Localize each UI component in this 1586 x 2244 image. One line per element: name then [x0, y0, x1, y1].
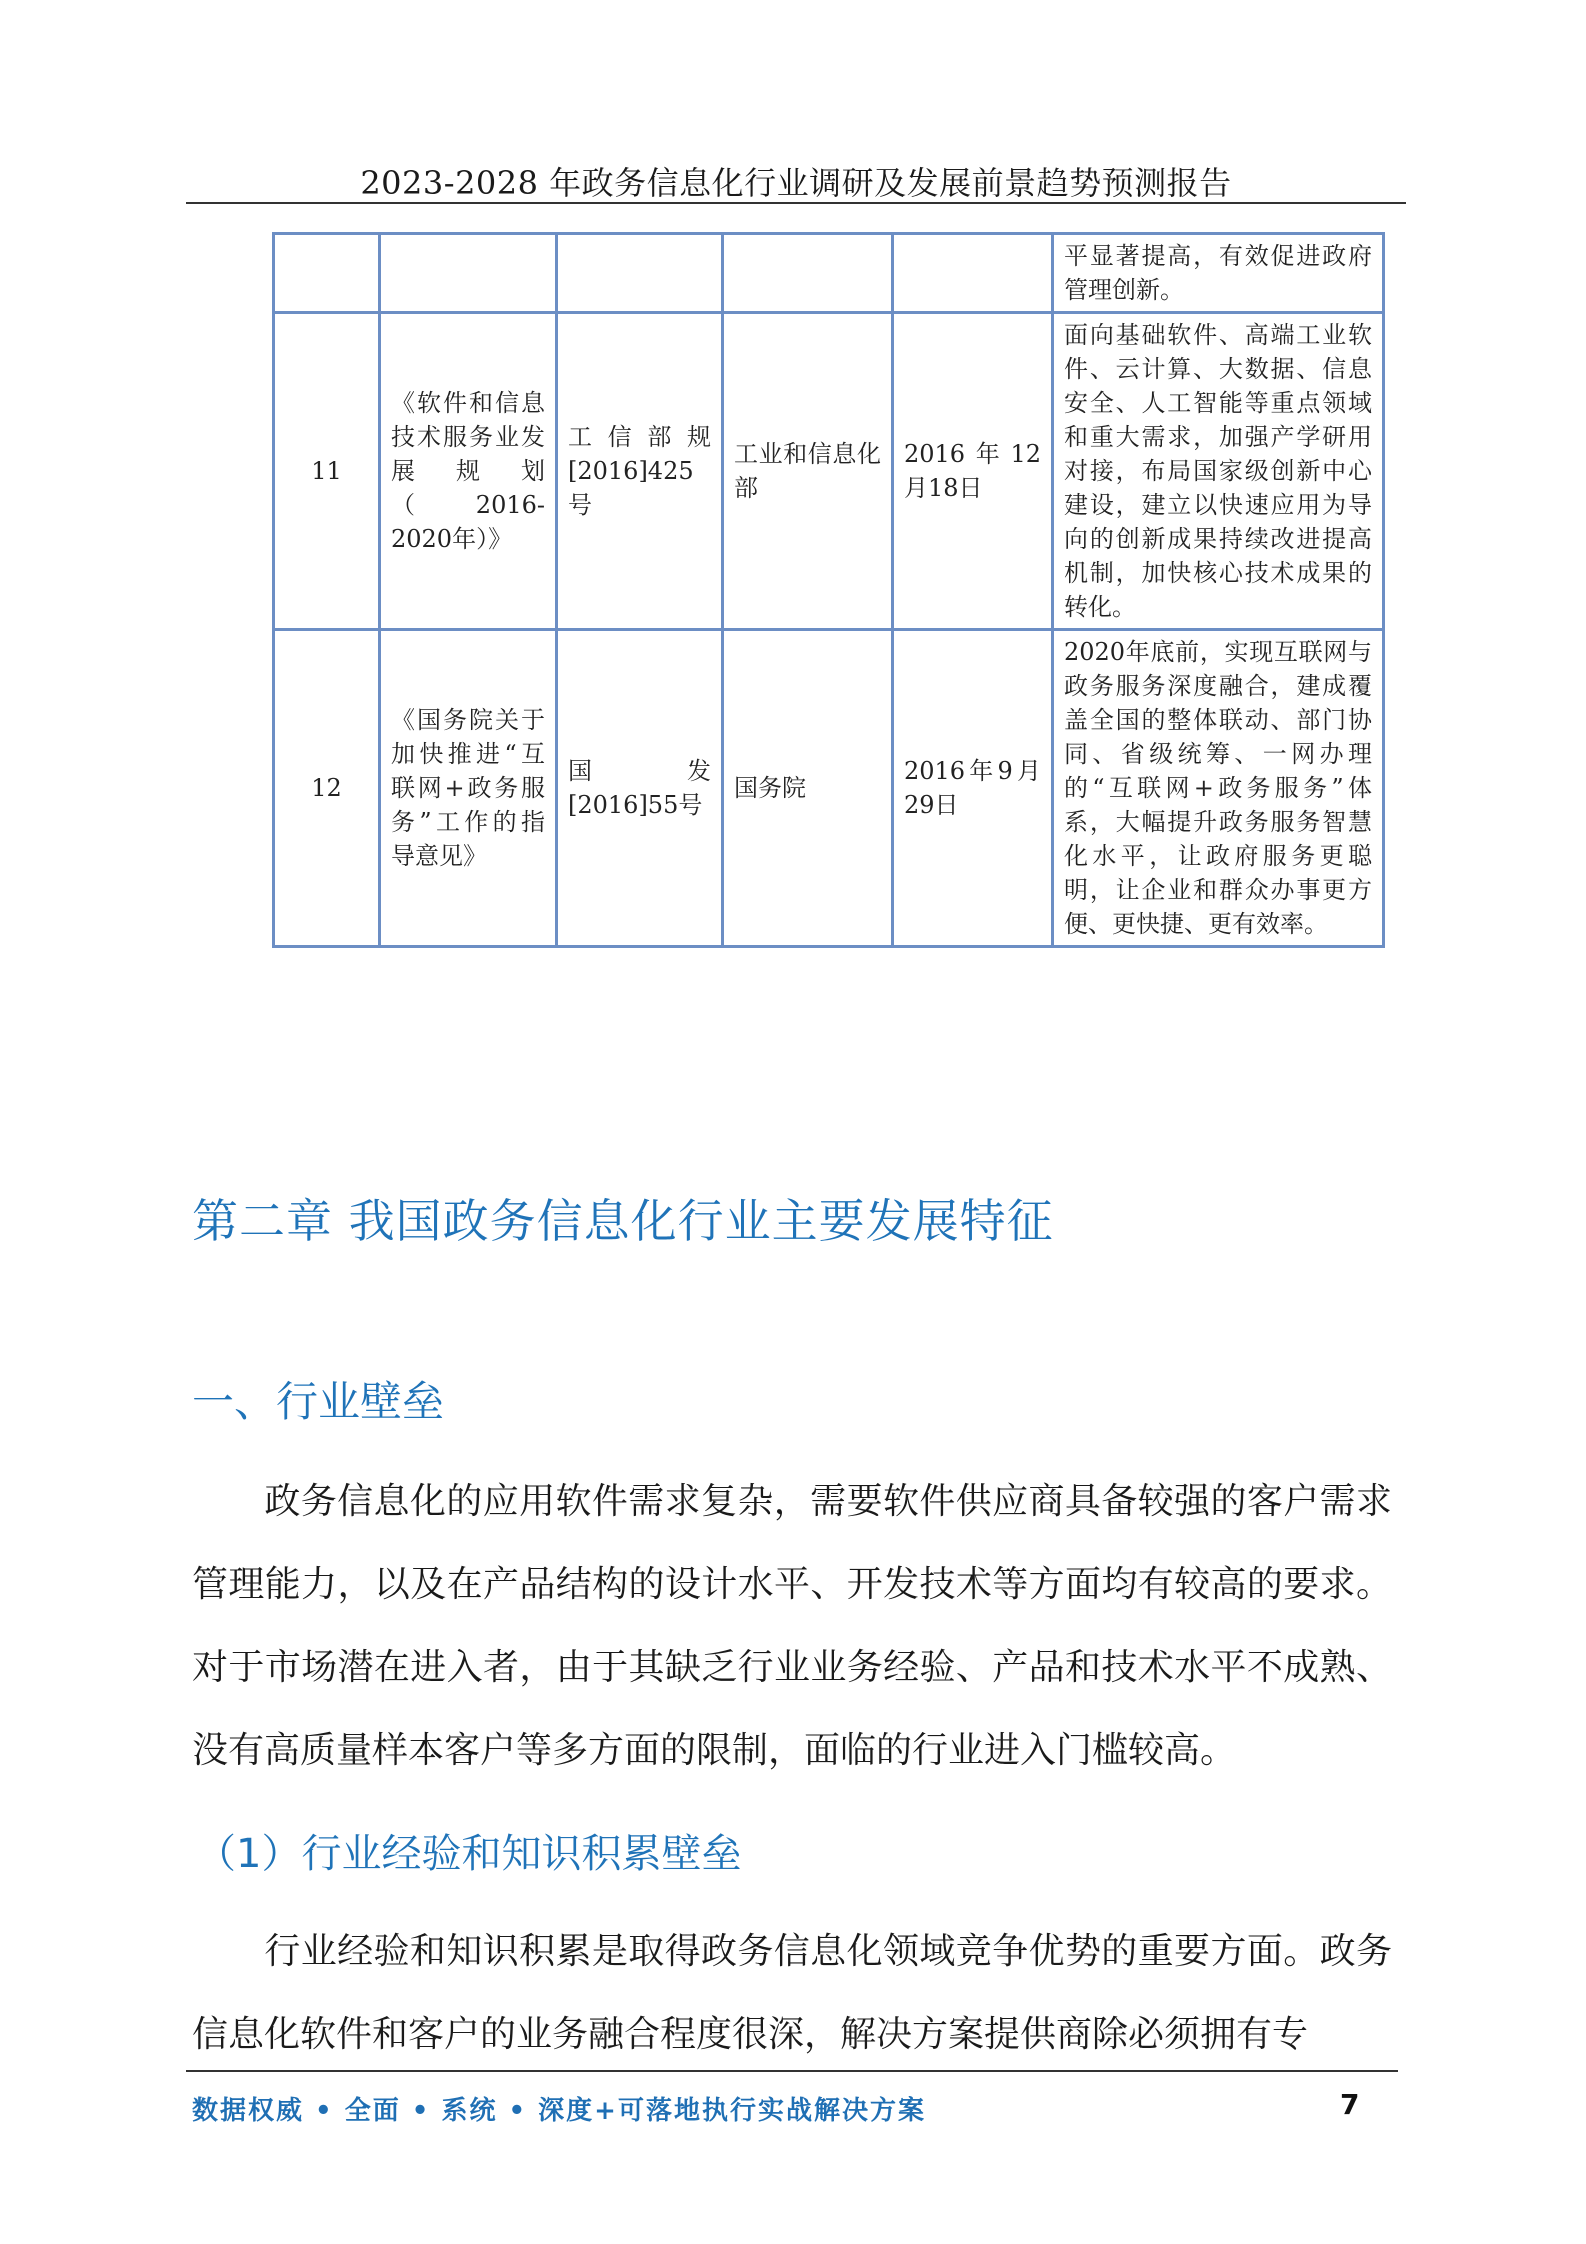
cell-content: 平显著提高，有效促进政府管理创新。 [1053, 234, 1384, 313]
policy-table [272, 232, 1385, 948]
table-row [274, 630, 1384, 947]
cell-doc [557, 234, 723, 313]
table-row [274, 313, 1384, 630]
cell-num: 11 [274, 313, 380, 630]
cell-name: 《国务院关于加快推进“互联网+政务服务”工作的指导意见》 [380, 630, 557, 947]
table-row [274, 234, 1384, 313]
footer-slogan: 数据权威 • 全面 • 系统 • 深度+可落地执行实战解决方案 [192, 2096, 926, 2126]
cell-num: 12 [274, 630, 380, 947]
cell-date [893, 234, 1053, 313]
cell-date: 2016年12月18日 [893, 313, 1053, 630]
report-title: 2023-2028 年政务信息化行业调研及发展前景趋势预测报告 [360, 164, 1232, 202]
paragraph-text: 政务信息化的应用软件需求复杂，需要软件供应商具备较强的客户需求管理能力，以及在产品结构的设计水平、开发技术等方面均有较高的要求。对于市场潜在进入者，由于其缺乏行业业务经验、产品和技术水平不成熟、没有高质量样本客户等多方面的限制，面临的行业进入门槛较高。 [192, 1481, 1392, 1771]
page-number: 7 [1340, 2088, 1360, 2121]
chapter-title: 第二章 我国政务信息化行业主要发展特征 [192, 1194, 1054, 1248]
cell-content: 面向基础软件、高端工业软件、云计算、大数据、信息安全、人工智能等重点领域和重大需求，加强产学研用对接，布局国家级创新中心建设，建立以快速应用为导向的创新成果持续改进提高机制，加快核心技术成果的转化。 [1053, 313, 1384, 630]
paragraph [192, 1910, 1392, 2076]
page-header [186, 150, 1406, 204]
cell-issuer: 国务院 [723, 630, 893, 947]
cell-name: 《软件和信息技术服务业发展规划（2016-2020年）》 [380, 313, 557, 630]
footer-divider [186, 2070, 1398, 2072]
paragraph [192, 1460, 1392, 1792]
cell-issuer: 工业和信息化部 [723, 313, 893, 630]
paragraph-text: 行业经验和知识积累是取得政务信息化领域竞争优势的重要方面。政务信息化软件和客户的业务融合程度很深，解决方案提供商除必须拥有专 [192, 1931, 1392, 2055]
subsection-title: （1）行业经验和知识积累壁垒 [196, 1831, 742, 1877]
cell-doc: 工信部规[2016]425号 [557, 313, 723, 630]
cell-content: 2020年底前，实现互联网与政务服务深度融合，建成覆盖全国的整体联动、部门协同、省级统筹、一网办理的“互联网+政务服务”体系，大幅提升政务服务智慧化水平，让政府服务更聪明，让企业和群众办事更方便、更快捷、更有效率。 [1053, 630, 1384, 947]
cell-name [380, 234, 557, 313]
section-title: 一、行业壁垒 [192, 1377, 445, 1426]
cell-date: 2016年9月29日 [893, 630, 1053, 947]
cell-num [274, 234, 380, 313]
cell-doc: 国发[2016]55号 [557, 630, 723, 947]
cell-issuer [723, 234, 893, 313]
